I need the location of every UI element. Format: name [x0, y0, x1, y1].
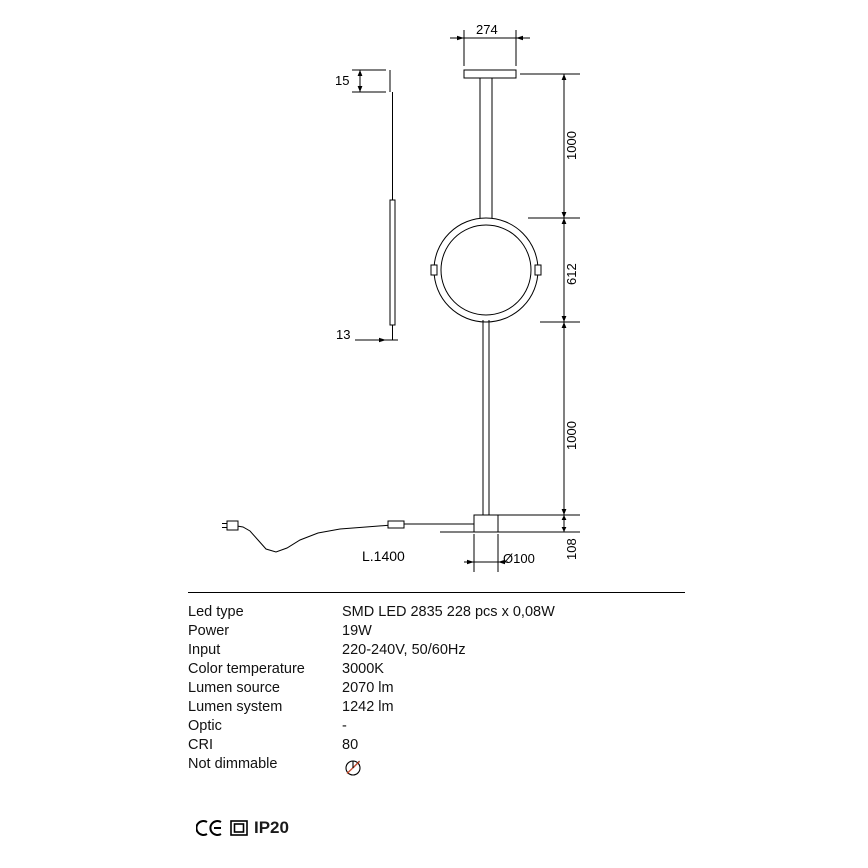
inline-switch — [388, 521, 404, 528]
table-row — [188, 640, 555, 659]
dim-274-arrow-right — [516, 36, 523, 40]
class-two-icon — [229, 818, 249, 838]
dim-612-arrow-bottom — [562, 316, 567, 322]
ring-inner — [441, 225, 531, 315]
dim-label-1000-lower: 1000 — [564, 421, 579, 450]
spec-key: CRI — [188, 736, 213, 753]
dim-274-arrow-left — [457, 36, 464, 40]
spec-table — [188, 602, 555, 783]
dim-15-arrow-top — [358, 70, 363, 76]
table-row — [188, 602, 555, 621]
dim-612-arrow-top — [562, 218, 567, 224]
spec-value: 220-240V, 50/60Hz — [342, 641, 466, 658]
table-row — [188, 659, 555, 678]
spec-key: Power — [188, 622, 230, 639]
dim-label-base-diameter: Ø100 — [503, 551, 535, 566]
spec-value — [342, 754, 555, 783]
dim-label-cable-length: L.1400 — [362, 548, 405, 564]
dim-label-1000-upper: 1000 — [564, 131, 579, 160]
ip-rating-label: IP20 — [254, 818, 289, 837]
spec-table-wrapper — [188, 592, 688, 783]
dim-label-274: 274 — [476, 22, 498, 37]
dim-1000-upper-arrow-top — [562, 74, 567, 80]
dim-1000-upper-arrow-bottom — [562, 212, 567, 218]
dim-13-arrow — [379, 338, 386, 342]
table-row — [188, 678, 555, 697]
canopy-plate — [464, 70, 516, 78]
spec-value: 2070 lm — [342, 679, 394, 696]
spec-value: - — [342, 717, 347, 734]
dim-1000-lower-arrow-top — [562, 322, 567, 328]
spec-key: Input — [188, 641, 221, 658]
spec-value: 80 — [342, 736, 359, 753]
ring-nub-left — [431, 265, 437, 275]
spec-key: Not dimmable — [188, 755, 278, 772]
spec-value: 1242 lm — [342, 698, 394, 715]
spec-key: Color temperature — [188, 660, 305, 677]
dim-label-108: 108 — [564, 538, 579, 560]
table-row — [188, 697, 555, 716]
ce-mark-icon — [196, 818, 224, 838]
side-ring-edge — [390, 200, 395, 325]
spec-key: Led type — [188, 603, 244, 620]
dim-label-13: 13 — [336, 327, 351, 342]
spec-key: Lumen source — [188, 679, 280, 696]
dim-108-arrow-top — [562, 515, 567, 520]
spec-divider — [188, 592, 685, 593]
table-row — [188, 735, 555, 754]
table-row — [188, 621, 555, 640]
spec-value: 19W — [342, 622, 372, 639]
power-cord — [237, 524, 474, 552]
dim-label-15: 15 — [335, 73, 350, 88]
plug-body — [227, 521, 238, 530]
spec-value: SMD LED 2835 228 pcs x 0,08W — [342, 603, 555, 620]
table-row — [188, 754, 555, 783]
base-dia-arrow-left — [467, 560, 474, 564]
dim-108-arrow-bottom — [562, 527, 567, 532]
spec-key: Lumen system — [188, 698, 283, 715]
table-row — [188, 716, 555, 735]
dim-label-612: 612 — [564, 263, 579, 285]
spec-value: 3000K — [342, 660, 384, 677]
ring-nub-right — [535, 265, 541, 275]
certification-marks — [196, 818, 289, 838]
base-block — [474, 515, 498, 532]
spec-key: Optic — [188, 717, 222, 734]
dim-1000-lower-arrow-bottom — [562, 509, 567, 515]
dim-15-arrow-bottom — [358, 86, 363, 92]
not-dimmable-icon — [342, 756, 364, 778]
